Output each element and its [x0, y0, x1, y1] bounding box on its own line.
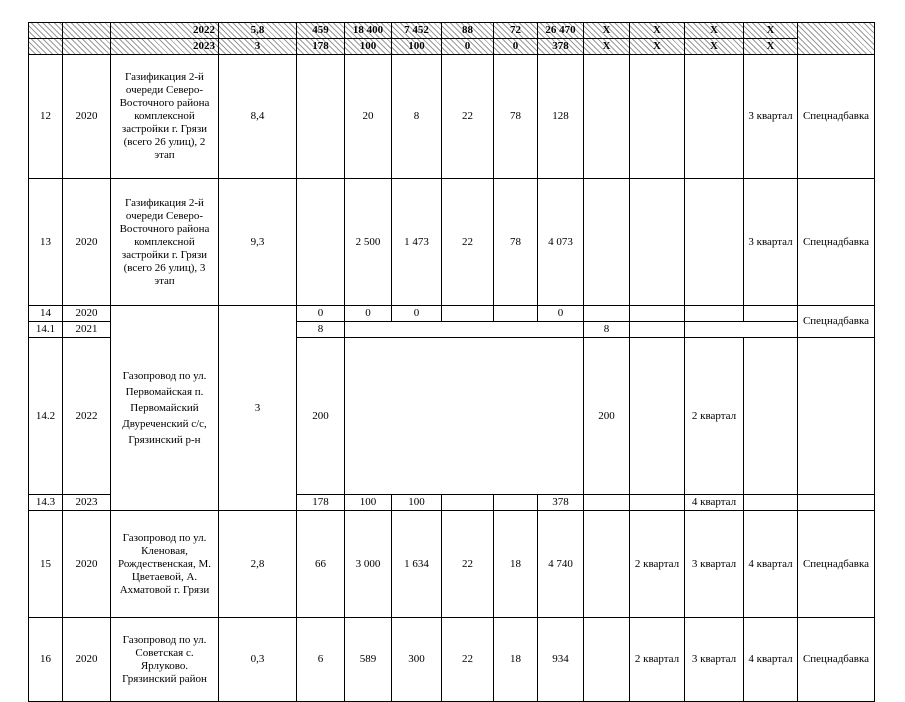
quarter-cell: 4 квартал — [744, 511, 798, 618]
value-cell: 6 — [297, 618, 345, 702]
value-cell — [297, 55, 345, 179]
summary-value: 100 — [345, 39, 392, 55]
summary-value: 72 — [494, 23, 538, 39]
object-name: Газопровод по ул. Кленовая, Рождественская, М. Цветаевой, А. Ахматовой г. Грязи — [111, 511, 219, 618]
row-year: 2020 — [63, 179, 111, 306]
summary-value: X — [744, 39, 798, 55]
value-cell: 22 — [442, 618, 494, 702]
value-cell: 1 473 — [392, 179, 442, 306]
total-cell: 378 — [538, 495, 584, 511]
value-cell: 8 — [297, 322, 345, 338]
quarter-cell: 3 квартал — [744, 179, 798, 306]
row-year: 2020 — [63, 55, 111, 179]
length-value: 3 — [219, 306, 297, 511]
summary-value: 18 400 — [345, 23, 392, 39]
summary-cell-num — [29, 23, 63, 39]
quarter-cell — [744, 495, 798, 511]
value-cell: 66 — [297, 511, 345, 618]
total-cell: 934 — [538, 618, 584, 702]
summary-value: 7 452 — [392, 23, 442, 39]
summary-value: X — [685, 39, 744, 55]
summary-row-2022 — [29, 23, 875, 39]
table-row — [29, 179, 875, 306]
total-cell: 4 073 — [538, 179, 584, 306]
investment-table — [28, 22, 875, 702]
row-number: 14 — [29, 306, 63, 322]
value-cell: 178 — [297, 495, 345, 511]
row-year: 2023 — [63, 495, 111, 511]
value-cell — [442, 495, 494, 511]
summary-value: X — [584, 39, 630, 55]
summary-row-2023 — [29, 39, 875, 55]
quarter-cell: 4 квартал — [744, 618, 798, 702]
value-cell: 22 — [442, 511, 494, 618]
quarter-cell: 3 квартал — [685, 618, 744, 702]
value-cell-merged — [345, 322, 584, 338]
summary-value: 0 — [442, 39, 494, 55]
row-year: 2020 — [63, 306, 111, 322]
quarter-cell — [744, 338, 798, 495]
value-cell — [494, 495, 538, 511]
row-number: 14.3 — [29, 495, 63, 511]
summary-value: X — [685, 23, 744, 39]
value-cell — [442, 306, 494, 322]
funding-source: Спецнадбавка — [798, 618, 875, 702]
quarter-cell: 3 квартал — [685, 511, 744, 618]
summary-value: X — [584, 23, 630, 39]
row-number: 12 — [29, 55, 63, 179]
value-cell: 0 — [345, 306, 392, 322]
value-cell: 0 — [297, 306, 345, 322]
quarter-cell — [584, 495, 630, 511]
value-cell: 100 — [345, 495, 392, 511]
summary-value: X — [630, 39, 685, 55]
quarter-cell — [685, 55, 744, 179]
row-year: 2020 — [63, 618, 111, 702]
funding-source: Спецнадбавка — [798, 511, 875, 618]
summary-value: 5,8 — [219, 23, 297, 39]
value-cell: 8 — [392, 55, 442, 179]
row-year: 2020 — [63, 511, 111, 618]
value-cell: 78 — [494, 55, 538, 179]
quarter-cell — [630, 322, 685, 338]
summary-year: 2022 — [111, 23, 219, 39]
summary-value: 100 — [392, 39, 442, 55]
summary-value: 26 470 — [538, 23, 584, 39]
length-value: 2,8 — [219, 511, 297, 618]
row-number: 14.2 — [29, 338, 63, 495]
value-cell: 78 — [494, 179, 538, 306]
quarter-cell: 3 квартал — [744, 55, 798, 179]
value-cell — [297, 179, 345, 306]
summary-value: 459 — [297, 23, 345, 39]
funding-source: Спецнадбавка — [798, 306, 875, 338]
value-cell — [494, 306, 538, 322]
row-number: 14.1 — [29, 322, 63, 338]
summary-value: 178 — [297, 39, 345, 55]
value-cell: 2 500 — [345, 179, 392, 306]
value-cell: 22 — [442, 179, 494, 306]
quarter-cell — [630, 55, 685, 179]
value-cell: 200 — [297, 338, 345, 495]
total-cell: 200 — [584, 338, 630, 495]
total-cell: 8 — [584, 322, 630, 338]
funding-source: Спецнадбавка — [798, 179, 875, 306]
summary-value: 88 — [442, 23, 494, 39]
length-value: 8,4 — [219, 55, 297, 179]
quarter-cell — [630, 179, 685, 306]
object-name: Газопровод по ул. Советская с. Ярлуково. Грязинский район — [111, 618, 219, 702]
value-cell: 0 — [392, 306, 442, 322]
quarter-cell: 4 квартал — [685, 495, 744, 511]
row-number: 16 — [29, 618, 63, 702]
total-cell: 128 — [538, 55, 584, 179]
summary-value: X — [630, 23, 685, 39]
value-cell: 1 634 — [392, 511, 442, 618]
table-row — [29, 511, 875, 618]
quarter-cell — [584, 55, 630, 179]
quarter-cell — [584, 306, 630, 322]
summary-value: 378 — [538, 39, 584, 55]
funding-source: Спецнадбавка — [798, 55, 875, 179]
total-cell: 4 740 — [538, 511, 584, 618]
quarter-cell — [630, 495, 685, 511]
value-cell: 100 — [392, 495, 442, 511]
summary-cell-num — [29, 39, 63, 55]
quarter-cell — [685, 179, 744, 306]
length-value: 9,3 — [219, 179, 297, 306]
value-cell: 20 — [345, 55, 392, 179]
total-cell: 0 — [538, 306, 584, 322]
value-cell: 3 000 — [345, 511, 392, 618]
summary-value: 3 — [219, 39, 297, 55]
object-name: Газификация 2-й очереди Северо-Восточного района комплексной застройки г. Грязи (всего 26 улиц), 2 этап — [111, 55, 219, 179]
summary-value: 0 — [494, 39, 538, 55]
value-cell: 22 — [442, 55, 494, 179]
quarter-cell: 2 квартал — [630, 618, 685, 702]
row-year: 2021 — [63, 322, 111, 338]
length-value: 0,3 — [219, 618, 297, 702]
quarter-cell — [584, 179, 630, 306]
table-row — [29, 618, 875, 702]
quarter-cell — [584, 511, 630, 618]
quarter-cell — [584, 618, 630, 702]
quarter-cell: 2 квартал — [685, 338, 744, 495]
summary-source — [798, 23, 875, 55]
summary-year: 2023 — [111, 39, 219, 55]
quarter-cell — [685, 306, 744, 322]
value-cell: 18 — [494, 618, 538, 702]
value-cell: 300 — [392, 618, 442, 702]
summary-cell-year-empty — [63, 23, 111, 39]
summary-cell-year-empty — [63, 39, 111, 55]
object-name: Газификация 2-й очереди Северо-Восточного района комплексной застройки г. Грязи (всего 26 улиц), 3 этап — [111, 179, 219, 306]
quarter-cell — [798, 338, 875, 495]
value-cell: 18 — [494, 511, 538, 618]
value-cell-merged — [345, 338, 584, 495]
row-number: 13 — [29, 179, 63, 306]
quarter-cell — [630, 338, 685, 495]
table-row — [29, 55, 875, 179]
row-number: 15 — [29, 511, 63, 618]
row-year: 2022 — [63, 338, 111, 495]
quarter-cell — [744, 306, 798, 322]
summary-value: X — [744, 23, 798, 39]
table-row — [29, 306, 875, 322]
funding-source — [798, 495, 875, 511]
value-cell: 589 — [345, 618, 392, 702]
quarter-cell: 2 квартал — [630, 511, 685, 618]
quarter-cell — [630, 306, 685, 322]
object-name: Газопровод по ул. Первомайская п. Первомайский Двуреченский с/с, Грязинский р-н — [111, 306, 219, 511]
